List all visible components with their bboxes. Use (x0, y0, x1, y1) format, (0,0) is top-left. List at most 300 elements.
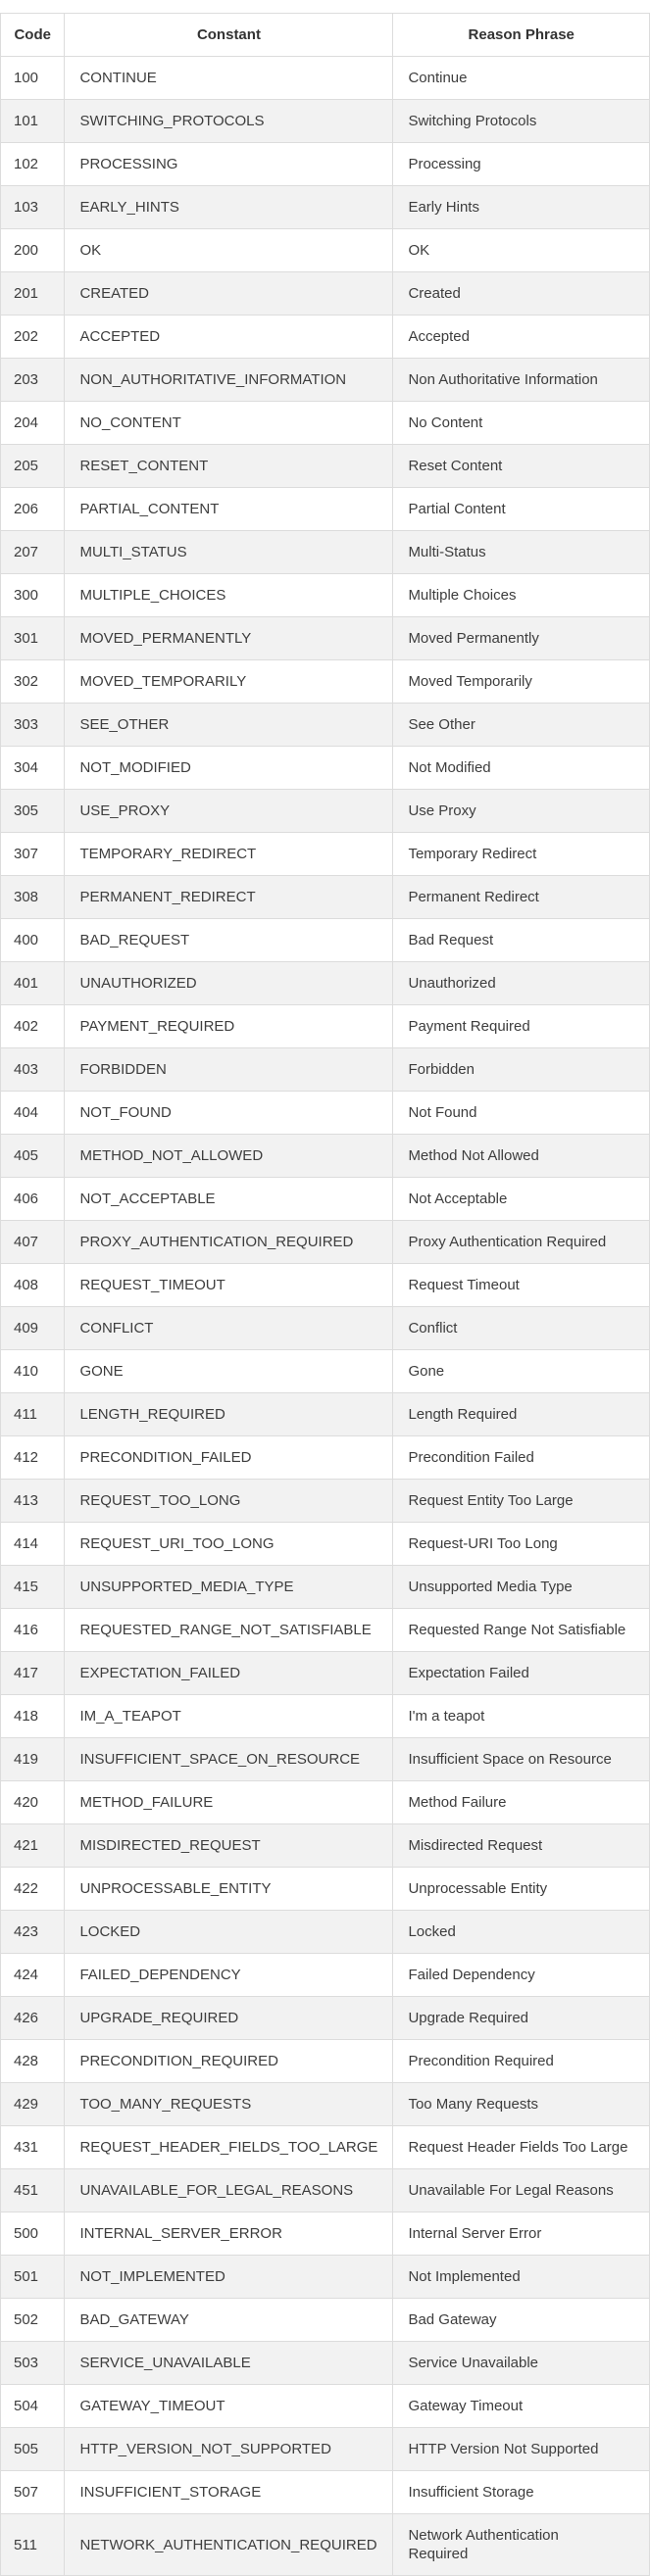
reason-text: Proxy Authentication Required (408, 1234, 607, 1250)
constant-cell (65, 919, 393, 962)
code-text: 402 (14, 1018, 39, 1035)
table-row (1, 402, 650, 445)
code-text: 102 (14, 156, 39, 172)
constant-text: PROCESSING (79, 156, 178, 172)
constant-cell (65, 1221, 393, 1264)
reason-text: Temporary Redirect (408, 846, 537, 862)
code-cell (1, 1523, 65, 1566)
table-row (1, 1781, 650, 1824)
constant-cell (65, 1997, 393, 2040)
constant-text: PROXY_AUTHENTICATION_REQUIRED (79, 1234, 354, 1250)
reason-text: Service Unavailable (408, 2355, 539, 2371)
constant-cell (65, 488, 393, 531)
constant-text: INTERNAL_SERVER_ERROR (79, 2225, 282, 2242)
code-cell (1, 2126, 65, 2169)
constant-cell (65, 272, 393, 316)
reason-cell (393, 1048, 650, 1092)
reason-text: HTTP Version Not Supported (408, 2441, 599, 2457)
table-row (1, 704, 650, 747)
table-row (1, 531, 650, 574)
reason-cell (393, 2385, 650, 2428)
constant-text: INSUFFICIENT_SPACE_ON_RESOURCE (79, 1751, 361, 1768)
reason-cell (393, 2514, 650, 2576)
code-cell (1, 1868, 65, 1911)
code-text: 302 (14, 673, 39, 690)
code-cell (1, 1566, 65, 1609)
code-text: 429 (14, 2096, 39, 2113)
constant-text: SEE_OTHER (79, 716, 170, 733)
constant-text: TOO_MANY_REQUESTS (79, 2096, 252, 2113)
code-text: 415 (14, 1579, 39, 1595)
reason-text: Upgrade Required (408, 2010, 529, 2026)
table-row (1, 186, 650, 229)
table-row (1, 229, 650, 272)
table-row (1, 1350, 650, 1393)
constant-text: NOT_MODIFIED (79, 759, 191, 776)
code-cell (1, 747, 65, 790)
reason-cell (393, 2471, 650, 2514)
table-row (1, 488, 650, 531)
reason-cell (393, 962, 650, 1005)
code-text: 420 (14, 1794, 39, 1811)
code-cell (1, 229, 65, 272)
code-cell (1, 1824, 65, 1868)
reason-cell (393, 1523, 650, 1566)
reason-cell (393, 2083, 650, 2126)
code-cell (1, 2385, 65, 2428)
table-row (1, 1307, 650, 1350)
code-text: 403 (14, 1061, 39, 1078)
constant-cell (65, 1436, 393, 1480)
constant-cell (65, 704, 393, 747)
table-row (1, 2342, 650, 2385)
constant-cell (65, 2428, 393, 2471)
constant-text: NOT_IMPLEMENTED (79, 2268, 225, 2285)
constant-text: CONFLICT (79, 1320, 154, 1337)
constant-text: FAILED_DEPENDENCY (79, 1967, 241, 1983)
reason-text: Multi-Status (408, 544, 486, 560)
code-cell (1, 57, 65, 100)
reason-text: Method Not Allowed (408, 1147, 539, 1164)
code-text: 407 (14, 1234, 39, 1250)
reason-cell (393, 1350, 650, 1393)
constant-cell (65, 876, 393, 919)
constant-cell (65, 1824, 393, 1868)
reason-text: Length Required (408, 1406, 518, 1423)
reason-text: Not Acceptable (408, 1191, 508, 1207)
constant-text: BAD_REQUEST (79, 932, 190, 948)
table-row (1, 143, 650, 186)
reason-cell (393, 1824, 650, 1868)
constant-text: EARLY_HINTS (79, 199, 179, 216)
reason-text: See Other (408, 716, 475, 733)
reason-cell (393, 445, 650, 488)
code-cell (1, 1781, 65, 1824)
reason-text: Method Failure (408, 1794, 507, 1811)
constant-cell (65, 1695, 393, 1738)
constant-cell (65, 1264, 393, 1307)
constant-cell (65, 1005, 393, 1048)
code-text: 401 (14, 975, 39, 992)
table-row (1, 617, 650, 660)
constant-text: OK (79, 242, 102, 259)
constant-cell (65, 57, 393, 100)
constant-text: RESET_CONTENT (79, 458, 209, 474)
reason-text: Unauthorized (408, 975, 496, 992)
constant-cell (65, 2169, 393, 2212)
reason-cell (393, 1178, 650, 1221)
constant-text: MULTI_STATUS (79, 544, 187, 560)
constant-cell (65, 445, 393, 488)
constant-text: NOT_ACCEPTABLE (79, 1191, 216, 1207)
code-text: 426 (14, 2010, 39, 2026)
reason-cell (393, 143, 650, 186)
constant-text: PARTIAL_CONTENT (79, 501, 220, 517)
table-row (1, 2126, 650, 2169)
reason-cell (393, 1695, 650, 1738)
constant-cell (65, 100, 393, 143)
reason-text: Internal Server Error (408, 2225, 542, 2242)
table-row (1, 833, 650, 876)
reason-cell (393, 1307, 650, 1350)
code-cell (1, 1997, 65, 2040)
reason-text: Use Proxy (408, 802, 476, 819)
constant-text: PERMANENT_REDIRECT (79, 889, 256, 905)
reason-cell (393, 2342, 650, 2385)
code-text: 423 (14, 1923, 39, 1940)
reason-text: Request Header Fields Too Large (408, 2139, 628, 2156)
reason-text: Too Many Requests (408, 2096, 539, 2113)
constant-cell (65, 2385, 393, 2428)
code-cell (1, 2169, 65, 2212)
constant-text: HTTP_VERSION_NOT_SUPPORTED (79, 2441, 331, 2457)
code-text: 408 (14, 1277, 39, 1293)
reason-text: Insufficient Storage (408, 2484, 534, 2501)
constant-text: EXPECTATION_FAILED (79, 1665, 241, 1681)
code-text: 205 (14, 458, 39, 474)
code-cell (1, 704, 65, 747)
reason-cell (393, 833, 650, 876)
constant-text: USE_PROXY (79, 802, 171, 819)
table-row (1, 2385, 650, 2428)
constant-text: LENGTH_REQUIRED (79, 1406, 225, 1423)
reason-cell (393, 574, 650, 617)
code-cell (1, 1436, 65, 1480)
code-cell (1, 2428, 65, 2471)
table-row (1, 2514, 650, 2576)
reason-cell (393, 2212, 650, 2256)
reason-text: Insufficient Space on Resource (408, 1751, 612, 1768)
code-text: 404 (14, 1104, 39, 1121)
reason-cell (393, 1264, 650, 1307)
reason-text: Locked (408, 1923, 456, 1940)
table-row (1, 1824, 650, 1868)
constant-cell (65, 1911, 393, 1954)
code-cell (1, 1695, 65, 1738)
constant-cell (65, 143, 393, 186)
reason-text: Expectation Failed (408, 1665, 529, 1681)
reason-text: Multiple Choices (408, 587, 517, 604)
constant-text: UPGRADE_REQUIRED (79, 2010, 239, 2026)
reason-cell (393, 790, 650, 833)
constant-cell (65, 2212, 393, 2256)
code-cell (1, 2040, 65, 2083)
constant-text: METHOD_FAILURE (79, 1794, 214, 1811)
reason-cell (393, 402, 650, 445)
code-text: 411 (14, 1406, 37, 1423)
table-row (1, 359, 650, 402)
constant-cell (65, 1092, 393, 1135)
constant-text: NETWORK_AUTHENTICATION_REQUIRED (79, 2536, 377, 2553)
code-text: 505 (14, 2441, 39, 2457)
constant-cell (65, 574, 393, 617)
constant-cell (65, 2040, 393, 2083)
code-cell (1, 617, 65, 660)
table-row (1, 1005, 650, 1048)
code-text: 424 (14, 1967, 39, 1983)
reason-text: Gateway Timeout (408, 2398, 524, 2414)
reason-text: Not Implemented (408, 2268, 521, 2285)
code-cell (1, 1135, 65, 1178)
constant-text: NO_CONTENT (79, 414, 181, 431)
reason-cell (393, 1566, 650, 1609)
table-row (1, 1048, 650, 1092)
code-cell (1, 1609, 65, 1652)
reason-cell (393, 57, 650, 100)
table-row (1, 1523, 650, 1566)
table-row (1, 1954, 650, 1997)
table-row (1, 57, 650, 100)
table-row (1, 1480, 650, 1523)
code-text: 419 (14, 1751, 39, 1768)
reason-text: Early Hints (408, 199, 479, 216)
code-cell (1, 2299, 65, 2342)
constant-text: REQUEST_TOO_LONG (79, 1492, 241, 1509)
reason-text: Processing (408, 156, 481, 172)
reason-cell (393, 617, 650, 660)
code-cell (1, 143, 65, 186)
constant-cell (65, 962, 393, 1005)
constant-text: PRECONDITION_REQUIRED (79, 2053, 278, 2069)
constant-cell (65, 2471, 393, 2514)
reason-cell (393, 100, 650, 143)
constant-cell (65, 1609, 393, 1652)
code-text: 100 (14, 70, 39, 86)
code-cell (1, 876, 65, 919)
code-text: 504 (14, 2398, 39, 2414)
code-text: 308 (14, 889, 39, 905)
code-cell (1, 2514, 65, 2576)
http-status-table (0, 13, 650, 2576)
header-row (1, 14, 650, 57)
constant-cell (65, 790, 393, 833)
code-cell (1, 445, 65, 488)
table-row (1, 1868, 650, 1911)
code-cell (1, 186, 65, 229)
column-header-reason-phrase: Reason Phrase (393, 14, 650, 57)
reason-cell (393, 1436, 650, 1480)
code-text: 406 (14, 1191, 39, 1207)
constant-text: CONTINUE (79, 70, 157, 86)
code-text: 422 (14, 1880, 39, 1897)
constant-cell (65, 2256, 393, 2299)
code-text: 507 (14, 2484, 39, 2501)
code-cell (1, 1480, 65, 1523)
code-cell (1, 1350, 65, 1393)
reason-cell (393, 1393, 650, 1436)
reason-text: Forbidden (408, 1061, 475, 1078)
constant-cell (65, 1393, 393, 1436)
reason-text: Requested Range Not Satisfiable (408, 1622, 626, 1638)
constant-text: SERVICE_UNAVAILABLE (79, 2355, 251, 2371)
constant-cell (65, 2126, 393, 2169)
code-text: 451 (14, 2182, 39, 2199)
constant-text: FORBIDDEN (79, 1061, 167, 1078)
reason-cell (393, 1954, 650, 1997)
table-row (1, 100, 650, 143)
code-text: 409 (14, 1320, 39, 1337)
table-row (1, 1738, 650, 1781)
reason-cell (393, 2299, 650, 2342)
reason-cell (393, 2428, 650, 2471)
reason-cell (393, 660, 650, 704)
code-text: 413 (14, 1492, 39, 1509)
reason-text: Gone (408, 1363, 445, 1380)
code-text: 405 (14, 1147, 39, 1164)
code-cell (1, 1178, 65, 1221)
constant-cell (65, 1954, 393, 1997)
table-row (1, 1135, 650, 1178)
code-text: 101 (14, 113, 39, 129)
constant-text: PAYMENT_REQUIRED (79, 1018, 235, 1035)
reason-cell (393, 2040, 650, 2083)
table-row (1, 1178, 650, 1221)
reason-cell (393, 1480, 650, 1523)
table-row (1, 445, 650, 488)
constant-cell (65, 1566, 393, 1609)
reason-cell (393, 531, 650, 574)
reason-cell (393, 1911, 650, 1954)
code-text: 500 (14, 2225, 39, 2242)
reason-cell (393, 229, 650, 272)
reason-text: Switching Protocols (408, 113, 537, 129)
reason-cell (393, 2126, 650, 2169)
table-row (1, 1436, 650, 1480)
reason-cell (393, 1135, 650, 1178)
constant-cell (65, 1307, 393, 1350)
table-row (1, 1695, 650, 1738)
code-cell (1, 1005, 65, 1048)
table-row (1, 1566, 650, 1609)
code-cell (1, 1911, 65, 1954)
constant-text: SWITCHING_PROTOCOLS (79, 113, 265, 129)
constant-cell (65, 660, 393, 704)
code-cell (1, 2212, 65, 2256)
constant-text: GATEWAY_TIMEOUT (79, 2398, 225, 2414)
constant-text: UNPROCESSABLE_ENTITY (79, 1880, 272, 1897)
constant-cell (65, 1652, 393, 1695)
code-text: 200 (14, 242, 39, 259)
reason-cell (393, 919, 650, 962)
code-text: 201 (14, 285, 39, 302)
code-cell (1, 2256, 65, 2299)
table-row (1, 2299, 650, 2342)
code-cell (1, 1652, 65, 1695)
reason-text: Created (408, 285, 461, 302)
table-row (1, 660, 650, 704)
table-row (1, 272, 650, 316)
constant-text: CREATED (79, 285, 150, 302)
table-row (1, 876, 650, 919)
table-row (1, 574, 650, 617)
table-row (1, 1393, 650, 1436)
constant-text: NON_AUTHORITATIVE_INFORMATION (79, 371, 347, 388)
constant-cell (65, 617, 393, 660)
constant-cell (65, 747, 393, 790)
code-text: 417 (14, 1665, 39, 1681)
reason-cell (393, 1781, 650, 1824)
constant-text: LOCKED (79, 1923, 141, 1940)
code-cell (1, 2083, 65, 2126)
reason-text: Misdirected Request (408, 1837, 543, 1854)
constant-text: MISDIRECTED_REQUEST (79, 1837, 261, 1854)
reason-text: Accepted (408, 328, 470, 345)
table-row (1, 1221, 650, 1264)
reason-cell (393, 747, 650, 790)
reason-text: Moved Temporarily (408, 673, 532, 690)
reason-text: Unsupported Media Type (408, 1579, 573, 1595)
reason-cell (393, 1092, 650, 1135)
reason-cell (393, 1609, 650, 1652)
constant-text: REQUEST_TIMEOUT (79, 1277, 225, 1293)
table-row (1, 1997, 650, 2040)
code-text: 416 (14, 1622, 39, 1638)
code-cell (1, 833, 65, 876)
code-text: 305 (14, 802, 39, 819)
reason-cell (393, 2256, 650, 2299)
reason-cell (393, 876, 650, 919)
code-text: 428 (14, 2053, 39, 2069)
constant-cell (65, 1868, 393, 1911)
constant-text: ACCEPTED (79, 328, 161, 345)
reason-text: Precondition Required (408, 2053, 554, 2069)
reason-text: Precondition Failed (408, 1449, 534, 1466)
code-text: 502 (14, 2311, 39, 2328)
code-cell (1, 1048, 65, 1092)
constant-cell (65, 833, 393, 876)
constant-cell (65, 316, 393, 359)
reason-text: Failed Dependency (408, 1967, 535, 1983)
column-header-constant: Constant (65, 14, 393, 57)
code-text: 301 (14, 630, 39, 647)
reason-text: Request-URI Too Long (408, 1535, 558, 1552)
column-header-code: Code (1, 14, 65, 57)
table-row (1, 1911, 650, 1954)
code-text: 206 (14, 501, 39, 517)
constant-text: UNAVAILABLE_FOR_LEGAL_REASONS (79, 2182, 354, 2199)
reason-text: Non Authoritative Information (408, 371, 598, 388)
reason-text: Bad Gateway (408, 2311, 497, 2328)
table-row (1, 2428, 650, 2471)
code-cell (1, 660, 65, 704)
constant-cell (65, 2514, 393, 2576)
table-row (1, 2212, 650, 2256)
code-cell (1, 1092, 65, 1135)
constant-text: REQUEST_HEADER_FIELDS_TOO_LARGE (79, 2139, 378, 2156)
reason-cell (393, 1652, 650, 1695)
table-row (1, 790, 650, 833)
code-text: 503 (14, 2355, 39, 2371)
